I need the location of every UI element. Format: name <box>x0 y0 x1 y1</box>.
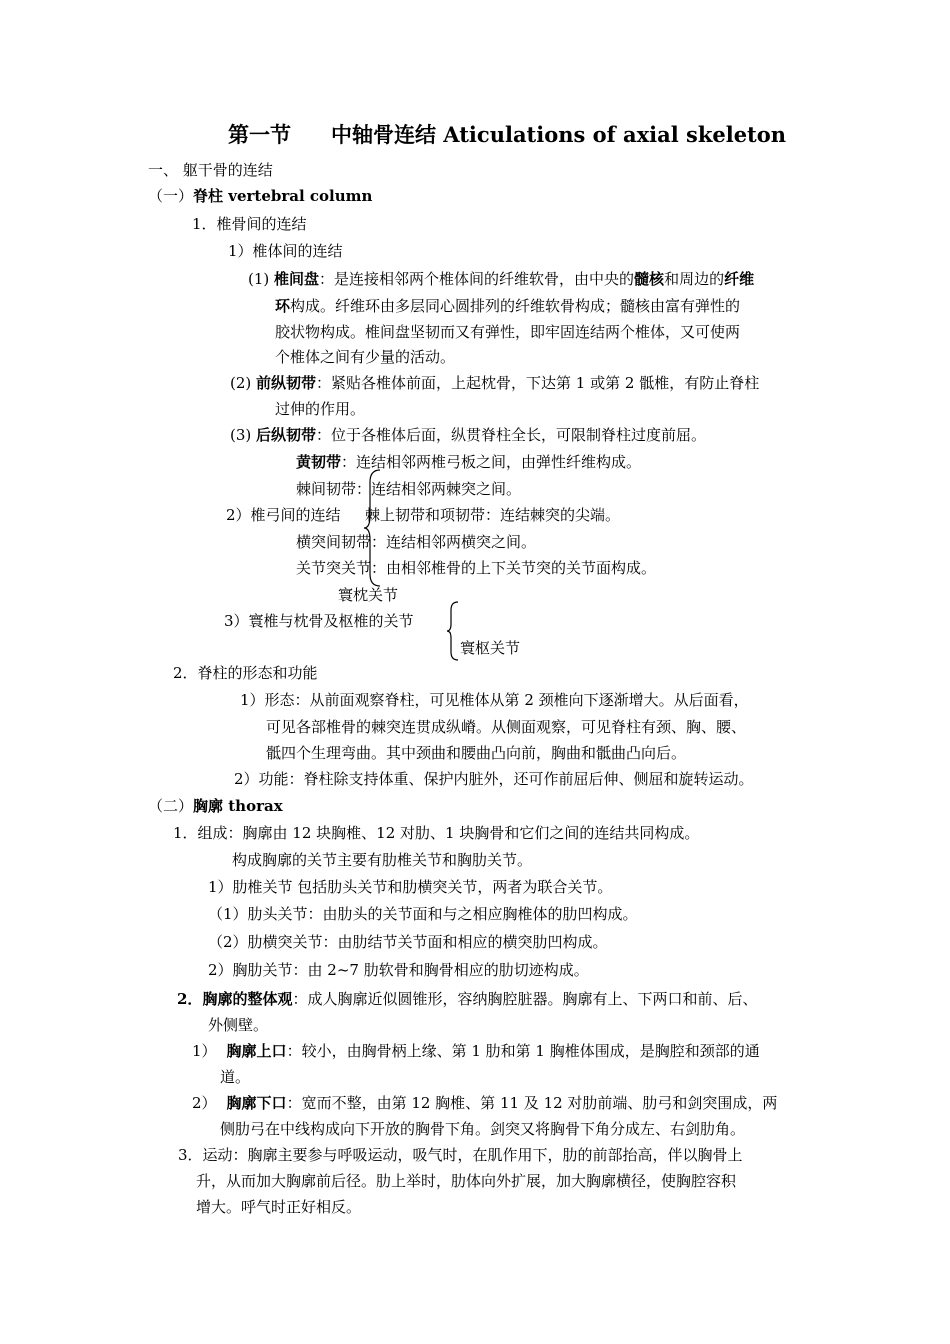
interspinous-ligament: 棘间韧带：连结相邻两棘突之间。 <box>296 480 522 498</box>
atlanto-axial-joint: 寰枢关节 <box>460 639 521 657</box>
intertransverse-ligament: 横突间韧带：连结相邻两横突之间。 <box>296 533 537 551</box>
thorax-movement-line-3: 增大。呼气时正好相反。 <box>196 1198 362 1216</box>
vertebral-arch-joints-label: 2）椎弓间的连结 <box>226 506 341 524</box>
heading-thorax: （二）胸廓 thorax <box>148 797 283 815</box>
facet-joint: 关节突关节：由相邻椎骨的上下关节突的关节面构成。 <box>296 559 657 577</box>
spine-form-line-3: 骶四个生理弯曲。其中颈曲和腰曲凸向前，胸曲和骶曲凸向后。 <box>266 744 687 762</box>
supraspinous-ligament: 棘上韧带和项韧带：连结棘突的尖端。 <box>365 506 621 524</box>
thoracic-outlet-line-1: 2） 胸廓下口：宽而不整，由第 12 胸椎、第 11 及 12 对肋前端、肋弓和剑突围成，两 <box>192 1094 778 1112</box>
heading-vertebral-column: （一）脊柱 vertebral column <box>148 187 373 205</box>
disc-line-1: (1) 椎间盘：是连接相邻两个椎体间的纤维软骨，由中央的髓核和周边的纤维 <box>248 270 755 288</box>
anterior-ligament-line-2: 过伸的作用。 <box>275 400 366 418</box>
page-title <box>228 121 786 149</box>
atlas-joints-label: 3）寰椎与枕骨及枢椎的关节 <box>224 612 414 630</box>
atlanto-occipital-joint: 寰枕关节 <box>338 586 399 604</box>
thorax-composition: 1．组成：胸廓由 12 块胸椎、12 对肋、1 块胸骨和它们之间的连结共同构成。 <box>173 824 700 842</box>
thoracic-inlet-line-1: 1） 胸廓上口：较小，由胸骨柄上缘、第 1 肋和第 1 胸椎体围成，是胸腔和颈部的通 <box>192 1042 760 1060</box>
thoracic-inlet-line-2: 道。 <box>220 1068 251 1086</box>
thorax-overall-line-1: 2．胸廓的整体观：成人胸廓近似圆锥形，容纳胸腔脏器。胸廓有上、下两口和前、后、 <box>177 990 758 1008</box>
heading-spine-form-function: 2．脊柱的形态和功能 <box>173 664 318 682</box>
costovertebral-joints: 1）肋椎关节 包括肋头关节和肋横突关节，两者为联合关节。 <box>208 878 613 896</box>
spine-form-line-1: 1）形态：从前面观察脊柱，可见椎体从第 2 颈椎向下逐渐增大。从后面看， <box>240 691 749 709</box>
heading-trunk-joints: 一、 躯干骨的连结 <box>148 161 273 179</box>
heading-vertebral-body-joints: 1）椎体间的连结 <box>228 242 343 260</box>
costal-head-joint: （1）肋头关节：由肋头的关节面和与之相应胸椎体的肋凹构成。 <box>208 905 638 923</box>
thorax-movement-line-1: 3．运动：胸廓主要参与呼吸运动，吸气时，在肌作用下，肋的前部抬高，伴以胸骨上 <box>178 1146 743 1164</box>
costotransverse-joint: （2）肋横突关节：由肋结节关节面和相应的横突肋凹构成。 <box>208 933 608 951</box>
disc-line-4: 个椎体之间有少量的活动。 <box>275 348 456 366</box>
ligamentum-flavum: 黄韧带：连结相邻两椎弓板之间，由弹性纤维构成。 <box>296 453 642 471</box>
section-title: 中轴骨连结 Aticulations of axial skeleton <box>331 122 787 147</box>
disc-line-3: 胶状物构成。椎间盘坚韧而又有弹性，即牢固连结两个椎体，又可使两 <box>275 323 741 341</box>
thorax-overall-line-2: 外侧壁。 <box>208 1016 269 1034</box>
anterior-ligament-line-1: (2) 前纵韧带：紧贴各椎体前面，上起枕骨，下达第 1 或第 2 骶椎，有防止脊柱 <box>230 374 760 392</box>
thorax-joints-intro: 构成胸廓的关节主要有肋椎关节和胸肋关节。 <box>232 851 533 869</box>
disc-line-2: 环构成。纤维环由多层同心圆排列的纤维软骨构成；髓核由富有弹性的 <box>275 297 741 315</box>
spine-form-line-2: 可见各部椎骨的棘突连贯成纵嵴。从侧面观察，可见脊柱有颈、胸、腰、 <box>266 718 747 736</box>
sternocostal-joints: 2）胸肋关节：由 2~7 肋软骨和胸骨相应的肋切迹构成。 <box>208 961 589 979</box>
thorax-movement-line-2: 升，从而加大胸廓前后径。肋上举时，肋体向外扩展，加大胸廓横径，使胸腔容积 <box>196 1172 737 1190</box>
heading-intervertebral-joints: 1．椎骨间的连结 <box>192 215 307 233</box>
section-number: 第一节 <box>228 122 291 147</box>
thoracic-outlet-line-2: 侧肋弓在中线构成向下开放的胸骨下角。剑突又将胸骨下角分成左、右剑肋角。 <box>220 1120 746 1138</box>
posterior-ligament: (3) 后纵韧带：位于各椎体后面，纵贯脊柱全长，可限制脊柱过度前屈。 <box>230 426 707 444</box>
spine-function: 2）功能：脊柱除支持体重、保护内脏外，还可作前屈后伸、侧屈和旋转运动。 <box>234 770 754 788</box>
brace-arch-joints <box>362 468 384 588</box>
